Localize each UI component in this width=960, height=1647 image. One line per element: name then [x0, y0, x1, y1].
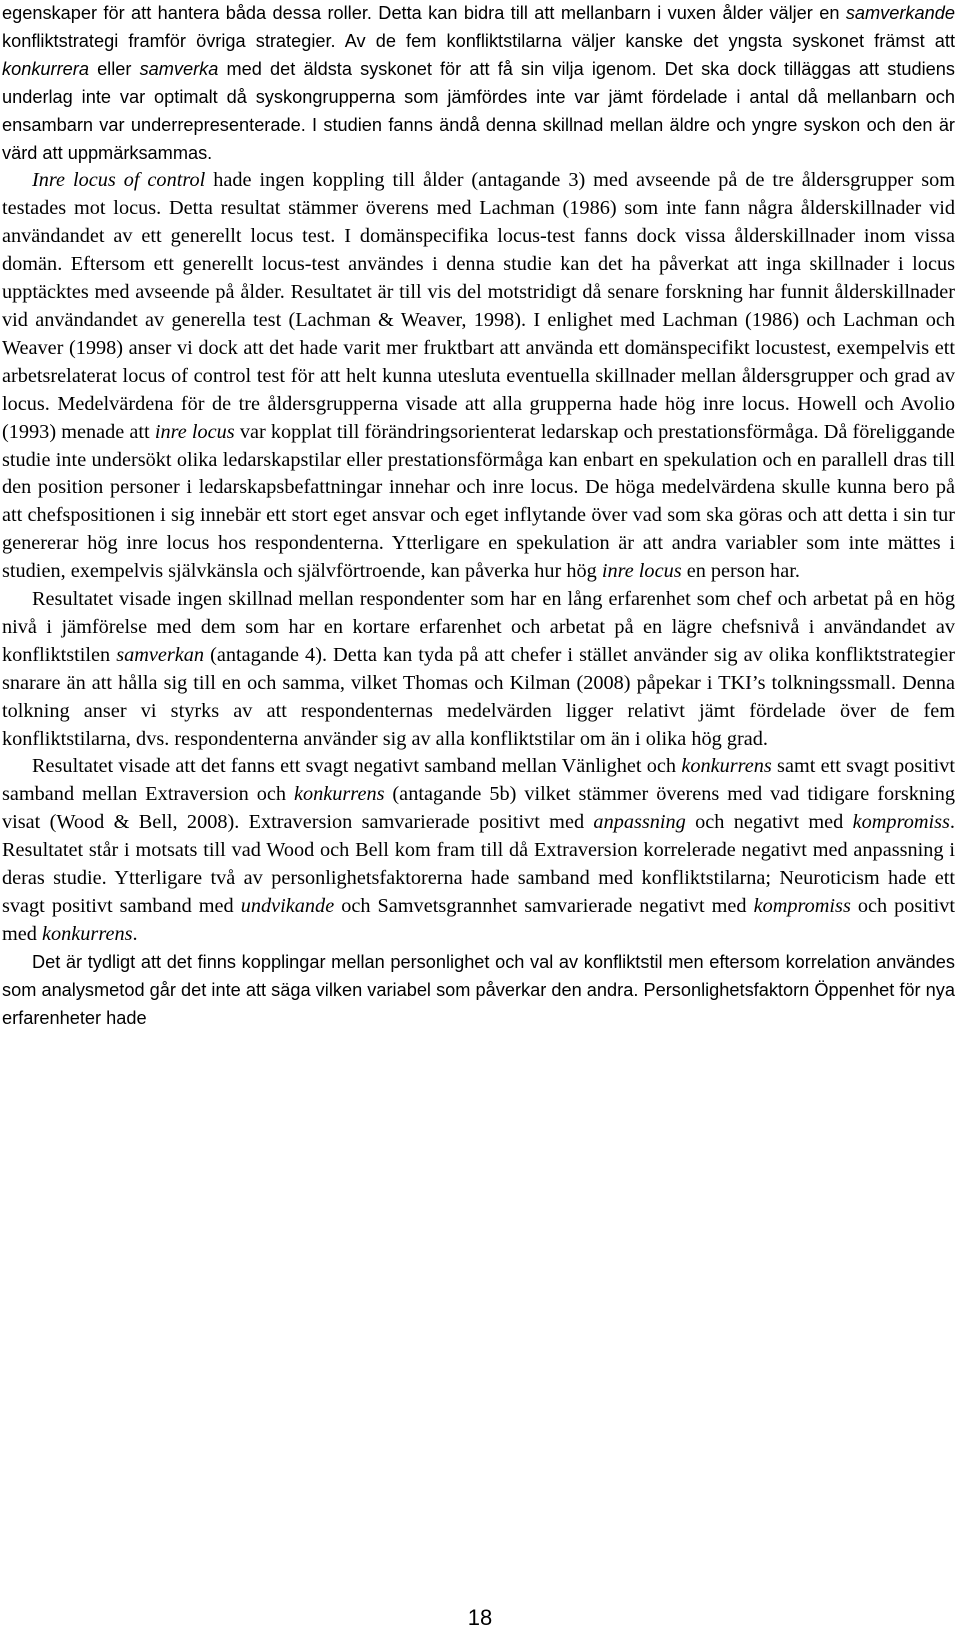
text-run: eller	[88, 58, 140, 79]
italic-term: kompromiss	[852, 811, 950, 834]
text-run: egenskaper för att hantera båda dessa roller. Detta kan bidra till att mellanbarn i vuxen ålder väljer en	[2, 3, 846, 23]
paragraph	[2, 753, 955, 948]
text-run: och Samvetsgrannhet samvarierade negativt med	[334, 895, 754, 917]
text-run: (antagande 4). Detta kan tyda på att chefer i stället använder sig av olika konfliktstrategier snarare än att hålla sig till en och samma, vilket Thomas och Kilman (2008) påpekar i TKI’s tolkningssmall. Denna tolkning anser vi styrks av att respondenternas medelvärden ligger relativt jämt fördelade över de fem konfliktstilarna, dvs. respondenterna använder sig av alla konfliktstilar om än i olika hög grad.	[2, 643, 955, 750]
paragraph	[2, 167, 955, 586]
text-run: .	[132, 922, 138, 945]
text-run: konfliktstrategi framför övriga strategier. Av de fem konfliktstilarna väljer kanske det yngsta syskonet främst att	[2, 30, 955, 51]
text-run: Det är tydligt att det finns kopplingar mellan personlighet och val av konfliktstil men eftersom korrelation användes som analysmetod går det inte att säga vilken variabel som påverkar den andra. Personlighetsfaktorn Öppenhet för nya erfarenheter hade	[2, 951, 955, 1028]
italic-term: samverkande	[845, 3, 955, 23]
italic-term: Inre locus of control	[32, 169, 206, 192]
italic-term: inre locus	[154, 420, 235, 443]
italic-term: konkurrens	[293, 783, 385, 806]
italic-term: konkurrens	[42, 922, 133, 945]
italic-term: kompromiss	[753, 895, 851, 917]
text-run: Resultatet visade att det fanns ett svagt negativt samband mellan Vänlighet och	[32, 755, 682, 778]
text-run: Resultatet visade ingen skillnad mellan respondenter som har en lång erfarenhet som chef och arbetat på en hög nivå i jämförelse med dem som har en kortare erfarenhet och arbetat på en lägre chefsnivå i användandet av konfliktstilen	[2, 588, 955, 666]
text-run: . Resultatet står i motsats till vad Wood och Bell kom fram till då Extraversion korrelerade negativt med anpassning i deras studie. Ytterligare två av personlighetsfaktorerna hade samband med konfliktstilarna; Neuroticism hade ett svagt positivt samband med	[2, 811, 955, 917]
italic-term: undvikande	[240, 895, 335, 917]
italic-term: anpassning	[593, 811, 686, 834]
body-text	[2, 0, 955, 1033]
text-run: (antagande 5b) vilket stämmer överens med vad tidigare forskning visat (Wood & Bell, 2008). Extraversion samvarierade positivt med	[2, 783, 955, 834]
italic-term: konkurrera	[2, 58, 89, 79]
paragraph	[2, 586, 955, 753]
page-number: 18	[467, 1605, 493, 1630]
italic-term: samverkan	[116, 643, 205, 666]
italic-term: inre locus	[601, 560, 682, 583]
text-run: med det äldsta syskonet för att få sin vilja igenom. Det ska dock tilläggas att studiens underlag inte var optimalt då syskongrupperna som jämfördes inte var jämt fördelade i antal då mellanbarn och ensambarn var underrepresenterade. I studien fanns ändå denna skillnad mellan äldre och yngre syskon och den är värd att uppmärksammas.	[2, 58, 955, 163]
italic-term: samverka	[139, 58, 219, 79]
text-run: och positivt med	[2, 895, 955, 945]
text-run: samt ett svagt positivt samband mellan Extraversion och	[2, 755, 955, 806]
text-run: hade ingen koppling till ålder (antagande 3) med avseende på de tre åldersgrupper som testades mot locus. Detta resultat stämmer överens med Lachman (1986) som inte fann några ålderskillnader vid användandet av ett generellt locus test. I domänspecifika locus-test fanns dock vissa ålderskillnader inom vissa domän. Eftersom ett generellt locus-test användes i denna studie kan det ha påverkat att inga skillnader i locus upptäcktes med avseende på ålder. Resultatet är till vis del motstridigt då senare forskning har funnit ålderskillnader vid användandet av generella test (Lachman & Weaver, 1998). I enlighet med Lachman (1986) och Lachman och Weaver (1998) anser vi dock att det hade varit mer fruktbart att använda ett domänspecifikt locustest, exempelvis ett arbetsrelaterat locus of control test för att helt kunna utesluta eventuella skillnader mellan åldersgrupper och grad av locus. Medelvärdena för de tre åldersgrupperna visade att alla grupperna hade hög inre locus. Howell och Avolio (1993) menade att	[2, 169, 956, 443]
italic-term: konkurrens	[681, 755, 772, 778]
text-run: en person har.	[681, 560, 800, 583]
text-run: och negativt med	[685, 811, 853, 834]
text-run: var kopplat till förändringsorienterat ledarskap och prestationsförmåga. Då föreliggande studie inte undersökt olika ledarskapstilar eller prestationsförmåga kan enbart en spekulation och en parallell dras till den position personer i ledarskapsbefattningar innehar och inre locus. De höga medelvärdena skulle kunna bero på att chefspositionen i sig innebär ett stort eget ansvar och eget inflytande över vad som ska göras och att detta i sin tur genererar hög inre locus hos respondenterna. Ytterligare en spekulation är att andra variabler som inte mättes i studien, exempelvis självkänsla och självförtroende, kan påverka hur hög	[2, 420, 955, 583]
paragraph	[2, 0, 955, 167]
paragraph	[2, 949, 955, 1033]
